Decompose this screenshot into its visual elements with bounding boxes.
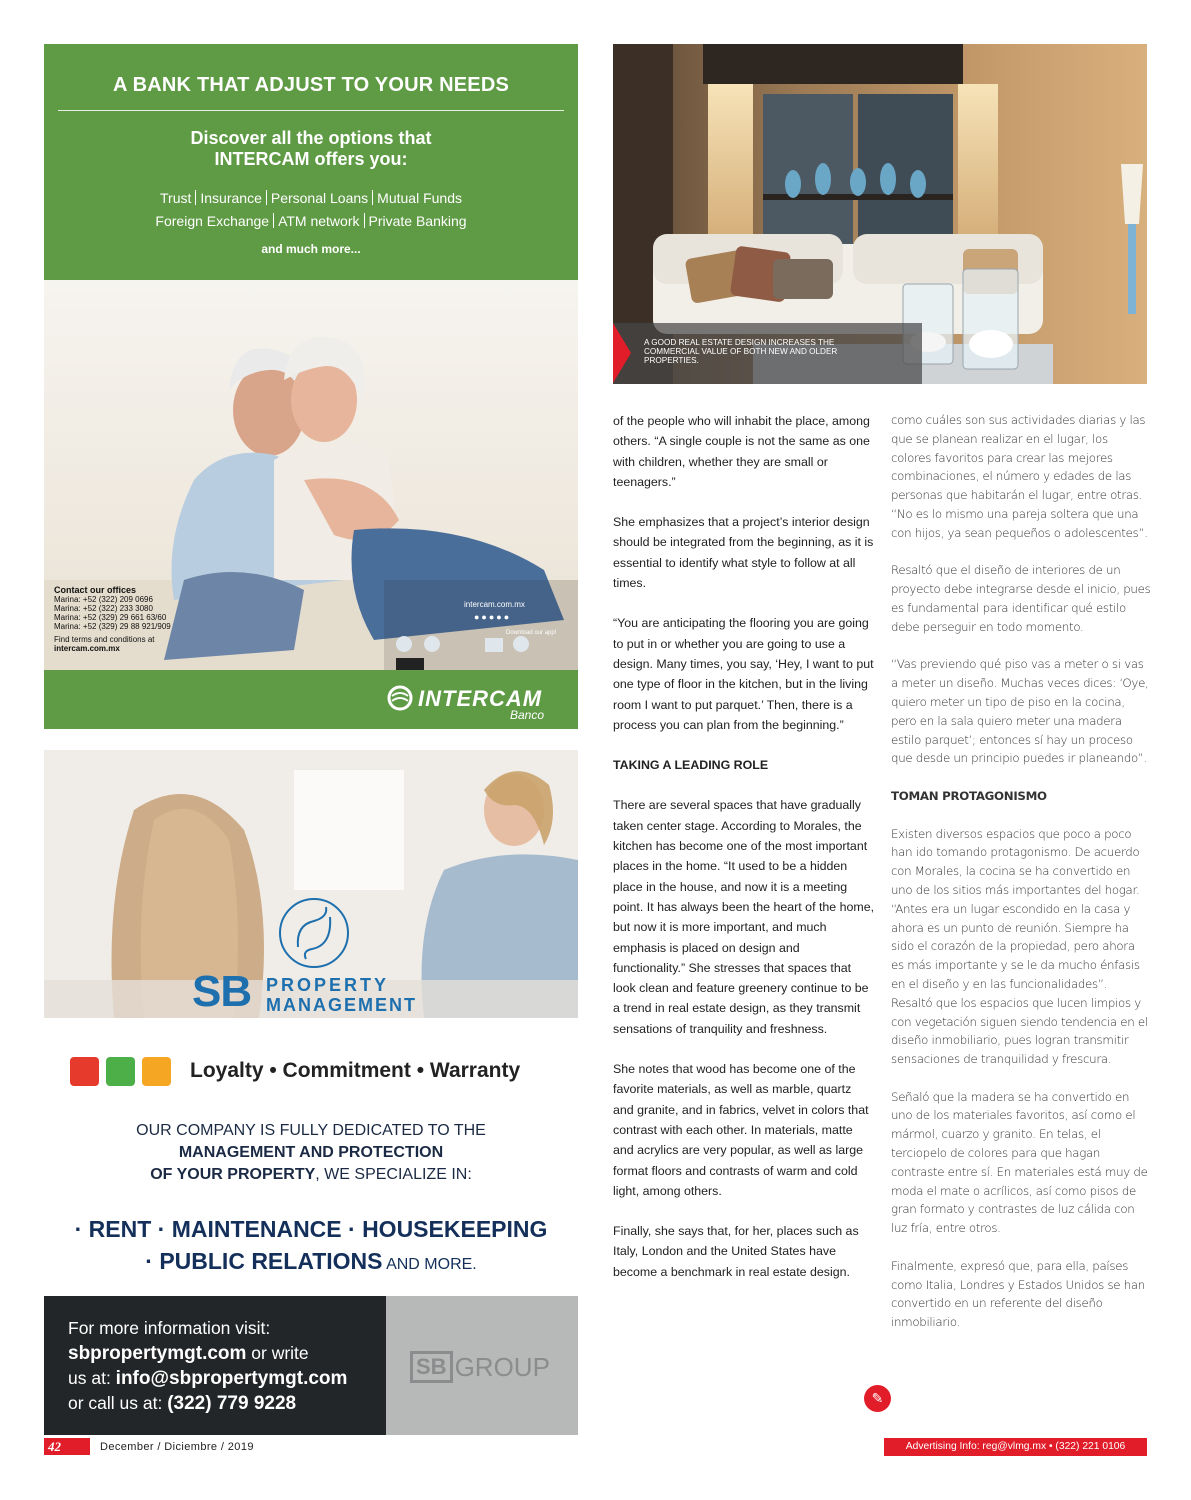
info-or-write: or write <box>246 1343 309 1363</box>
article-spanish <box>891 411 1151 1351</box>
paragraph: She notes that wood has become one of the favorite materials, as well as marble, quartz and granite, and in fabrics, velvet in colors that contrast with each other. In materials, matte and acrylics are very popular, as well as large format floors and contrasts of warm and cold light, among others. <box>613 1062 869 1198</box>
download-app-text: Download our app! <box>506 630 557 636</box>
paragraph: Resaltó que el diseño de interiores de un proyecto debe integrarse desde el inicio, pues es fundamental para identificar qué estilo debe perseguir en todo momento. <box>891 563 1151 634</box>
sb-logo-icon <box>276 895 352 971</box>
advertising-info[interactable]: Advertising Info: reg@vlmg.mx • (322) 221 0106 <box>905 1441 1126 1452</box>
terms-line: Find terms and conditions at <box>54 635 155 644</box>
divider <box>273 213 274 228</box>
info-line-1: For more information visit: <box>68 1318 271 1338</box>
contact-phone[interactable]: Marina: +52 (329) 29 88 921/909 <box>54 622 171 631</box>
email-link[interactable]: info@sbpropertymgt.com <box>115 1368 348 1389</box>
info-us-at: us at: <box>68 1368 116 1388</box>
page-number: 42 <box>48 1439 61 1454</box>
badge-icon <box>396 636 412 652</box>
intercam-headline: A BANK THAT ADJUST TO YOUR NEEDS <box>112 74 510 96</box>
company-line-3 <box>44 1166 578 1184</box>
contact-info <box>68 1316 347 1416</box>
info-line-4 <box>68 1391 347 1416</box>
intercam-logo-icon <box>386 684 414 712</box>
paragraph: She emphasizes that a project’s interior design should be integrated from the beginning, as it is essential to identify what style to follow at all times. <box>613 515 874 591</box>
discover-line-1: Discover all the options that <box>190 128 432 148</box>
square-green <box>106 1057 135 1086</box>
sb-group-box: SB <box>410 1351 453 1383</box>
paragraph: “Vas previendo qué piso vas a meter o si vas a meter un diseño. Muchas veces dices: ‘Oye, quiero meter un tipo de piso en la cocina, pero en la sala quiero meter una madera estilo parquet’; entonces sí hay un proceso que desde un principio puedes ir planeando”. <box>891 657 1149 766</box>
pen-icon: ✎ <box>864 1385 891 1412</box>
app-store-icon[interactable] <box>396 658 424 670</box>
paragraph: Finally, she says that, for her, places such as Italy, London and the United States have become a benchmark in real estate design. <box>613 1224 859 1279</box>
discover-line-2: INTERCAM offers you: <box>214 149 408 169</box>
contact-block <box>54 586 171 653</box>
color-squares <box>70 1057 178 1091</box>
services-row-1 <box>44 190 578 206</box>
sb-logo-property: PROPERTY <box>266 975 390 995</box>
sb-logo-management: MANAGEMENT <box>266 995 417 1015</box>
sb-group-panel <box>386 1296 578 1435</box>
square-red <box>70 1057 99 1086</box>
photo-caption: A GOOD REAL ESTATE DESIGN INCREASES THE COMMERCIAL VALUE OF BOTH NEW AND OLDER PROPERTIES. <box>644 338 838 365</box>
service-item: Insurance <box>200 190 262 206</box>
badge-row <box>396 636 566 658</box>
company-line-3-bold: OF YOUR PROPERTY <box>150 1166 316 1183</box>
intercam-header <box>44 44 578 280</box>
divider <box>372 190 373 205</box>
square-orange <box>142 1057 171 1086</box>
company-line-3-rest: , WE SPECIALIZE IN: <box>315 1166 472 1183</box>
divider <box>195 190 196 205</box>
caption-accent <box>613 323 631 383</box>
section-heading: TAKING A LEADING ROLE <box>613 758 769 773</box>
paragraph: “You are anticipating the flooring you are going to put in or whether you are going to use a design. Many times, you say, ‘Hey, I want to put one type of floor in the kitchen, but in the living room I want to put parquet.’ Then, there is a process you can plan from the beginning.” <box>613 616 874 732</box>
section-heading: TOMAN PROTAGONISMO <box>891 788 1047 803</box>
sb-group-text: GROUP <box>454 1352 550 1382</box>
badge-icon <box>513 636 529 652</box>
services-line-2-rest: AND MORE. <box>382 1256 477 1273</box>
intercam-logo-sub: Banco <box>510 708 545 722</box>
article-english <box>613 411 875 1302</box>
service-item: Personal Loans <box>270 190 369 206</box>
phone-link[interactable]: (322) 779 9228 <box>167 1393 297 1414</box>
sb-property-ad[interactable] <box>44 750 578 1435</box>
service-item: Foreign Exchange <box>155 213 270 229</box>
sb-group-logo <box>410 1351 550 1383</box>
intercam-website[interactable]: intercam.com.mx <box>464 600 525 609</box>
intercam-ad[interactable] <box>44 44 578 729</box>
issue-date: December / Diciembre / 2019 <box>100 1441 254 1453</box>
paragraph: There are several spaces that have gradually taken center stage. According to Morales, the kitchen has become one of the most important places in the home. “It used to be a hidden place in the house, and now it is a meeting point. It has always been the heart of the home, but now it is more important, and much emphasis is placed on design and functionality.” She stresses that spaces that look clean and feature greenery continue to be a trend in real estate design, as they transmit sensations of tranquility and freshness. <box>613 798 875 1036</box>
sb-tagline: Loyalty • Commitment • Warranty <box>190 1059 521 1082</box>
paragraph: como cuáles son sus actividades diarias y las que se planean realizar en el lugar, los colores favoritos para crear las mejores combinaciones, el número y edades de las personas que habitarán el lugar, entre otras. “No es lo mismo una pareja soltera que una con hijos, ya sean pequeños o adolescentes”. <box>891 413 1148 540</box>
sb-services-line-2 <box>44 1248 578 1275</box>
service-item: Mutual Funds <box>377 190 462 206</box>
contact-phone[interactable]: Marina: +52 (322) 209 0696 <box>54 595 153 604</box>
divider <box>58 110 564 111</box>
info-line-2 <box>68 1341 347 1366</box>
divider <box>364 213 365 228</box>
info-line-3 <box>68 1366 347 1391</box>
intercam-more: and much more... <box>261 242 361 256</box>
intercam-logo: INTERCAM <box>418 686 543 711</box>
website-link[interactable]: sbpropertymgt.com <box>68 1343 247 1364</box>
badge-icon <box>485 638 503 652</box>
office-photo <box>44 750 578 1018</box>
couple-photo <box>44 280 578 670</box>
contact-title: Contact our offices <box>54 585 137 595</box>
company-line-1: OUR COMPANY IS FULLY DEDICATED TO THE <box>136 1122 486 1139</box>
contact-phone[interactable]: Marina: +52 (322) 233 3080 <box>54 604 153 613</box>
contact-panel <box>44 1296 386 1435</box>
intercam-discover <box>44 128 578 170</box>
social-icons[interactable]: ●●●●● <box>474 612 512 622</box>
sb-logo-text: SB <box>192 967 252 1016</box>
service-item: Trust <box>160 190 192 206</box>
paragraph: Existen diversos espacios que poco a poco han ido tomando protagonismo. De acuerdo con Morales, la cocina se ha convertido en uno de los sitios más importantes del hogar. “Antes era un lugar escondido en la casa y ahora es un punto de reunión. Siempre ha sido el corazón de la propiedad, pero ahora es más importante y se le da mucho énfasis en el diseño y en las funcionalidades”. Resaltó que los espacios que lucen limpios y con vegetación siguen siendo tendencia en el diseño inmobiliario, pues logran transmitir sensaciones de tranquilidad y frescura. <box>891 826 1148 1067</box>
contact-phone[interactable]: Marina: +52 (329) 29 661 63/60 <box>54 613 167 622</box>
badge-icon <box>424 636 440 652</box>
sb-services-line-1: · RENT · MAINTENANCE · HOUSEKEEPING <box>74 1216 548 1242</box>
info-call: or call us at: <box>68 1393 168 1413</box>
services-row-2 <box>44 213 578 229</box>
company-line-2: MANAGEMENT AND PROTECTION <box>178 1144 444 1161</box>
paragraph: Señaló que la madera se ha convertido en uno de los materiales favoritos, así como el mármol, cuarzo y granito. En telas, el terciopelo de colores para que hagan contraste entre sí. En materiales está muy de moda el mate o acrílicos, así como pisos de gran formato y contrastes de luz cálida con luz fría, entre otros. <box>891 1089 1148 1236</box>
service-item: Private Banking <box>368 213 467 229</box>
paragraph: Finalmente, expresó que, para ella, países como Italia, Londres y Estados Unidos se han convertido en un referente del diseño inmobiliario. <box>891 1258 1145 1330</box>
terms-link[interactable]: intercam.com.mx <box>54 644 120 653</box>
services-line-2-main: · PUBLIC RELATIONS <box>145 1248 383 1274</box>
divider <box>266 190 267 205</box>
service-item: ATM network <box>278 213 360 229</box>
paragraph: of the people who will inhabit the place, among others. “A single couple is not the same as one with children, whether they are small or teenagers.” <box>613 414 870 489</box>
